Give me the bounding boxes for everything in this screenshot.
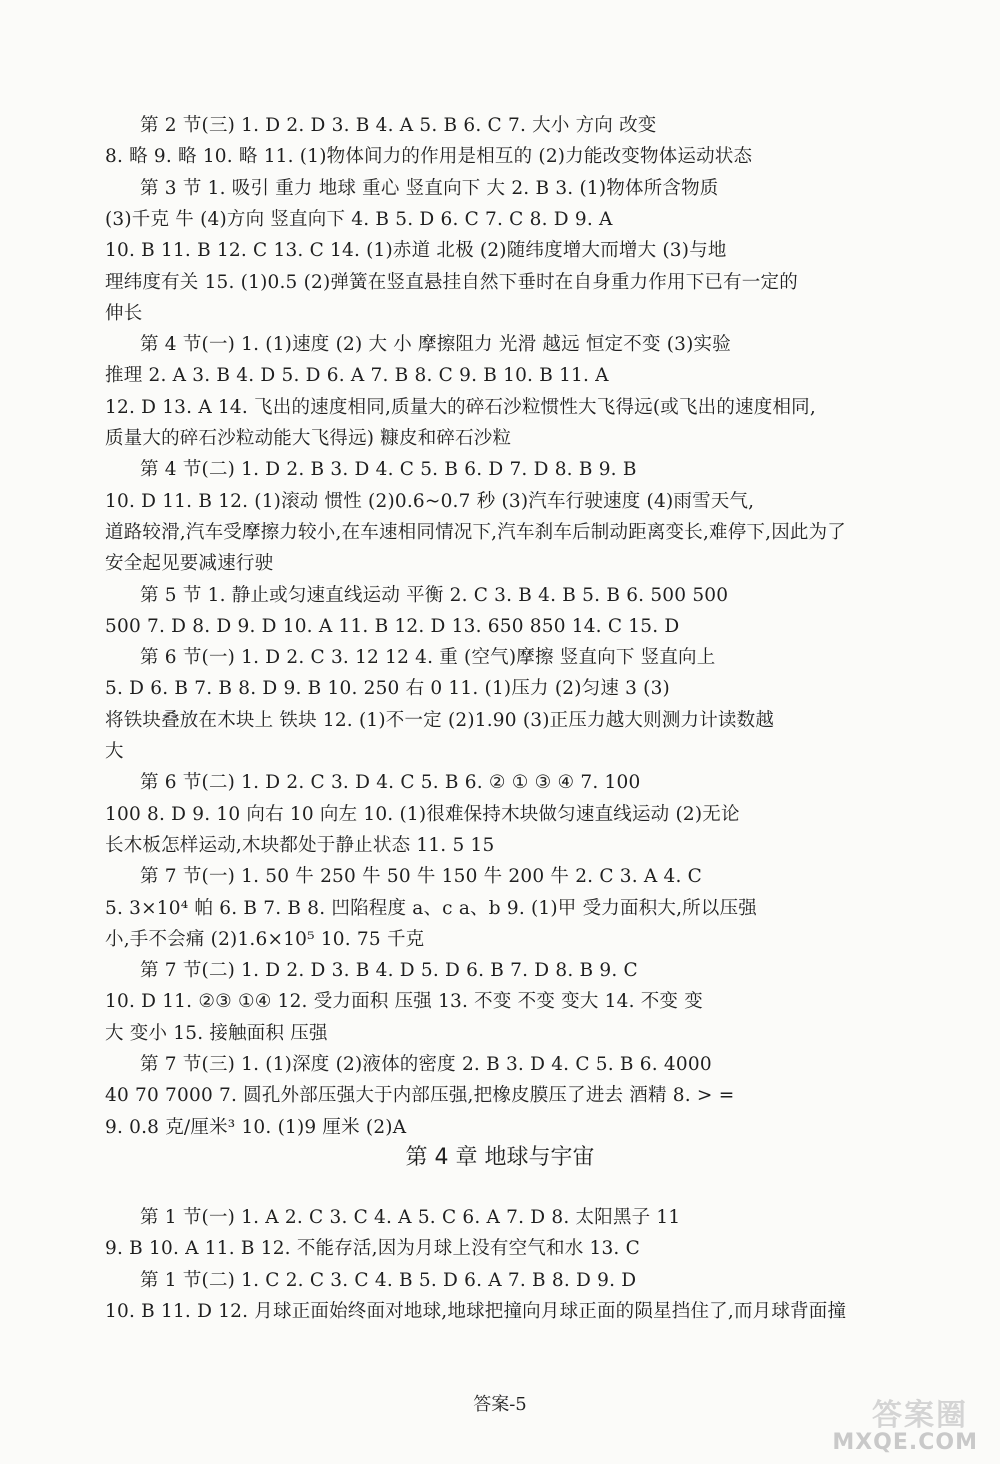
answer-line: 5. D 6. B 7. B 8. D 9. B 10. 250 右 0 11. (1)压力 (2)匀速 3 (3) bbox=[105, 678, 670, 700]
chapter-title: 第 4 章 地球与宇宙 bbox=[405, 1145, 595, 1170]
answer-line: 大 变小 15. 接触面积 压强 bbox=[105, 1022, 328, 1044]
answer-line: 推理 2. A 3. B 4. D 5. D 6. A 7. B 8. C 9. B 10. B 11. A bbox=[105, 365, 609, 387]
answer-line: 第 2 节(三) 1. D 2. D 3. B 4. A 5. B 6. C 7. 大小 方向 改变 bbox=[140, 115, 657, 136]
answer-line: 100 8. D 9. 10 向右 10 向左 10. (1)很难保持木块做匀速直线运动 (2)无论 bbox=[105, 803, 740, 825]
answer-line: 第 4 节(二) 1. D 2. B 3. D 4. C 5. B 6. D 7. D 8. B 9. B bbox=[140, 459, 637, 481]
answer-line: 9. 0.8 克/厘米³ 10. (1)9 厘米 (2)A bbox=[105, 1116, 407, 1138]
watermark-bottom: MXQE.COM bbox=[832, 1430, 978, 1455]
answer-line: 9. B 10. A 11. B 12. 不能存活,因为月球上没有空气和水 13. C bbox=[105, 1238, 640, 1260]
answer-line: 第 7 节(二) 1. D 2. D 3. B 4. D 5. D 6. B 7. D 8. B 9. C bbox=[140, 960, 638, 982]
answer-line: 10. D 11. B 12. (1)滚动 惯性 (2)0.6~0.7 秒 (3)汽车行驶速度 (4)雨雪天气, bbox=[105, 490, 755, 512]
answer-line: 10. B 11. D 12. 月球正面始终面对地球,地球把撞向月球正面的陨星挡住了,而月球背面撞 bbox=[105, 1300, 847, 1322]
answer-line: 长木板怎样运动,木块都处于静止状态 11. 5 15 bbox=[105, 834, 495, 856]
answer-line: 质量大的碎石沙粒动能大飞得远) 糠皮和碎石沙粒 bbox=[105, 428, 512, 449]
answer-line: 第 7 节(三) 1. (1)深度 (2)液体的密度 2. B 3. D 4. C 5. B 6. 4000 bbox=[140, 1054, 712, 1075]
answer-line: 40 70 7000 7. 圆孔外部压强大于内部压强,把橡皮膜压了进去 酒精 8. > = bbox=[105, 1085, 735, 1107]
answer-line: 第 1 节(二) 1. C 2. C 3. C 4. B 5. D 6. A 7. B 8. D 9. D bbox=[140, 1269, 637, 1291]
page-footer: 答案-5 bbox=[473, 1394, 527, 1415]
answer-line: 大 bbox=[105, 741, 124, 762]
answer-line: 小,手不会痛 (2)1.6×10⁵ 10. 75 千克 bbox=[105, 928, 425, 950]
answer-line: 道路较滑,汽车受摩擦力较小,在车速相同情况下,汽车刹车后制动距离变长,难停下,因此为了 bbox=[105, 521, 847, 543]
answer-line: 将铁块叠放在木块上 铁块 12. (1)不一定 (2)1.90 (3)正压力越大则测力计读数越 bbox=[105, 709, 775, 731]
watermark-top: 答案圈 bbox=[872, 1398, 968, 1433]
answer-line: 12. D 13. A 14. 飞出的速度相同,质量大的碎石沙粒惯性大飞得远(或飞出的速度相同, bbox=[105, 396, 816, 418]
answer-line: 500 7. D 8. D 9. D 10. A 11. B 12. D 13. 650 850 14. C 15. D bbox=[105, 615, 680, 637]
answer-line: 5. 3×10⁴ 帕 6. B 7. B 8. 凹陷程度 a、c a、b 9. (1)甲 受力面积大,所以压强 bbox=[105, 897, 757, 919]
answer-line: 理纬度有关 15. (1)0.5 (2)弹簧在竖直悬挂自然下垂时在自身重力作用下已有一定的 bbox=[105, 271, 798, 293]
answer-line: 第 6 节(一) 1. D 2. C 3. 12 12 4. 重 (空气)摩擦 竖直向下 竖直向上 bbox=[140, 647, 716, 669]
answer-line: 第 6 节(二) 1. D 2. C 3. D 4. C 5. B 6. ② ① ③ ④ 7. 100 bbox=[140, 772, 641, 794]
answer-line: 第 5 节 1. 静止或匀速直线运动 平衡 2. C 3. B 4. B 5. B 6. 500 500 bbox=[140, 584, 729, 606]
answer-line: 10. B 11. B 12. C 13. C 14. (1)赤道 北极 (2)随纬度增大而增大 (3)与地 bbox=[105, 240, 727, 262]
answer-line: 第 1 节(一) 1. A 2. C 3. C 4. A 5. C 6. A 7. D 8. 太阳黑子 11 bbox=[140, 1207, 681, 1228]
answer-line: 第 3 节 1. 吸引 重力 地球 重心 竖直向下 大 2. B 3. (1)物体所含物质 bbox=[140, 177, 719, 199]
answer-line: 10. D 11. ②③ ①④ 12. 受力面积 压强 13. 不变 不变 变大 14. 不变 变 bbox=[105, 991, 703, 1013]
answer-line: 第 4 节(一) 1. (1)速度 (2) 大 小 摩擦阻力 光滑 越远 恒定不变 (3)实验 bbox=[140, 334, 731, 356]
answer-line: 伸长 bbox=[105, 302, 143, 324]
answer-line: 第 7 节(一) 1. 50 牛 250 牛 50 牛 150 牛 200 牛 2. C 3. A 4. C bbox=[140, 866, 703, 888]
answer-line: (3)千克 牛 (4)方向 竖直向下 4. B 5. D 6. C 7. C 8. D 9. A bbox=[105, 208, 613, 230]
answer-line: 安全起见要减速行驶 bbox=[105, 553, 274, 575]
answer-line: 8. 略 9. 略 10. 略 11. (1)物体间力的作用是相互的 (2)力能改变物体运动状态 bbox=[105, 146, 753, 168]
watermark-logo bbox=[768, 1390, 978, 1456]
